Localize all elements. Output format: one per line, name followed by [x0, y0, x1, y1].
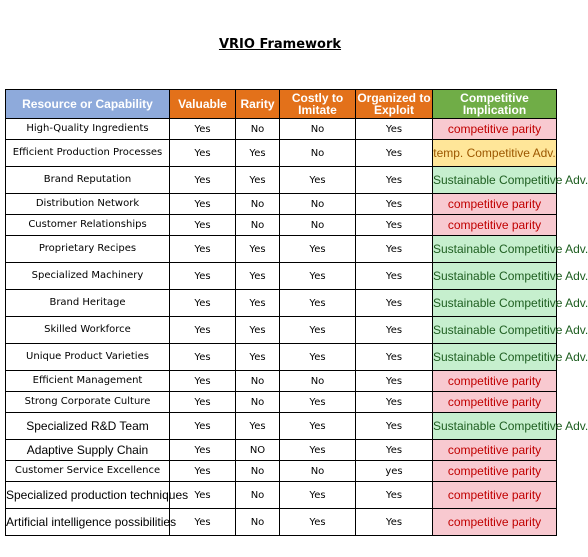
valuable-cell: Yes	[170, 263, 236, 290]
resource-cell: Distribution Network	[6, 194, 170, 215]
costly-cell: No	[280, 215, 356, 236]
resource-cell: Specialized Machinery	[6, 263, 170, 290]
rarity-cell: No	[236, 482, 280, 509]
implication-cell: competitive parity	[433, 461, 557, 482]
rarity-cell: No	[236, 194, 280, 215]
table-row	[6, 509, 557, 536]
costly-cell: No	[280, 194, 356, 215]
implication-cell: Sustainable Competitive Adv.	[433, 317, 557, 344]
costly-cell: No	[280, 119, 356, 140]
table-body	[6, 119, 588, 536]
valuable-cell: Yes	[170, 392, 236, 413]
implication-cell: competitive parity	[433, 119, 557, 140]
table-row	[6, 140, 557, 167]
costly-cell: Yes	[280, 392, 356, 413]
table-row	[6, 371, 557, 392]
implication-cell: Sustainable Competitive Adv.	[433, 263, 557, 290]
header-valuable: Valuable	[170, 90, 236, 119]
table-row	[6, 236, 557, 263]
resource-cell: Brand Heritage	[6, 290, 170, 317]
table-row	[6, 482, 557, 509]
resource-cell: Brand Reputation	[6, 167, 170, 194]
implication-cell: Sustainable Competitive Adv.	[433, 344, 557, 371]
resource-cell: Unique Product Varieties	[6, 344, 170, 371]
organized-cell: Yes	[356, 317, 433, 344]
rarity-cell: Yes	[236, 344, 280, 371]
resource-cell: Specialized production techniques	[6, 482, 170, 509]
organized-cell: Yes	[356, 392, 433, 413]
organized-cell: Yes	[356, 194, 433, 215]
costly-cell: Yes	[280, 290, 356, 317]
valuable-cell: Yes	[170, 482, 236, 509]
table-row	[6, 167, 557, 194]
organized-cell: Yes	[356, 344, 433, 371]
header-costly: Costly to Imitate	[280, 90, 356, 119]
implication-cell: Sustainable Competitive Adv.	[433, 167, 557, 194]
valuable-cell: Yes	[170, 215, 236, 236]
implication-cell: Sustainable Competitive Adv.	[433, 236, 557, 263]
table-row	[6, 215, 557, 236]
valuable-cell: Yes	[170, 413, 236, 440]
resource-cell: Artificial intelligence possibilities	[6, 509, 170, 536]
implication-cell: Sustainable Competitive Adv.	[433, 413, 557, 440]
header-resource: Resource or Capability	[6, 90, 170, 119]
organized-cell: Yes	[356, 263, 433, 290]
valuable-cell: Yes	[170, 236, 236, 263]
rarity-cell: NO	[236, 440, 280, 461]
organized-cell: Yes	[356, 215, 433, 236]
costly-cell: No	[280, 140, 356, 167]
resource-cell: Efficient Management	[6, 371, 170, 392]
resource-cell: Proprietary Recipes	[6, 236, 170, 263]
organized-cell: Yes	[356, 482, 433, 509]
valuable-cell: Yes	[170, 371, 236, 392]
costly-cell: Yes	[280, 413, 356, 440]
costly-cell: Yes	[280, 317, 356, 344]
table-row	[6, 392, 557, 413]
table-row	[6, 119, 557, 140]
table-row	[6, 317, 557, 344]
table-row	[6, 413, 557, 440]
organized-cell: yes	[356, 461, 433, 482]
implication-cell: competitive parity	[433, 482, 557, 509]
table-row	[6, 263, 557, 290]
implication-cell: competitive parity	[433, 194, 557, 215]
valuable-cell: Yes	[170, 344, 236, 371]
vrio-table	[5, 89, 588, 536]
rarity-cell: Yes	[236, 167, 280, 194]
rarity-cell: Yes	[236, 236, 280, 263]
table-row	[6, 344, 557, 371]
organized-cell: Yes	[356, 413, 433, 440]
table-row	[6, 440, 557, 461]
resource-cell: Skilled Workforce	[6, 317, 170, 344]
resource-cell: Customer Relationships	[6, 215, 170, 236]
table-row	[6, 290, 557, 317]
costly-cell: Yes	[280, 236, 356, 263]
rarity-cell: No	[236, 509, 280, 536]
costly-cell: Yes	[280, 344, 356, 371]
rarity-cell: Yes	[236, 140, 280, 167]
implication-cell: competitive parity	[433, 440, 557, 461]
valuable-cell: Yes	[170, 140, 236, 167]
organized-cell: Yes	[356, 236, 433, 263]
organized-cell: Yes	[356, 140, 433, 167]
organized-cell: Yes	[356, 371, 433, 392]
costly-cell: Yes	[280, 167, 356, 194]
costly-cell: Yes	[280, 482, 356, 509]
organized-cell: Yes	[356, 290, 433, 317]
header-rarity: Rarity	[236, 90, 280, 119]
resource-cell: Efficient Production Processes	[6, 140, 170, 167]
valuable-cell: Yes	[170, 440, 236, 461]
costly-cell: Yes	[280, 263, 356, 290]
resource-cell: Specialized R&D Team	[6, 413, 170, 440]
costly-cell: No	[280, 461, 356, 482]
implication-cell: competitive parity	[433, 509, 557, 536]
implication-cell: temp. Competitive Adv.	[433, 140, 557, 167]
table-header-row	[6, 90, 557, 119]
rarity-cell: No	[236, 371, 280, 392]
valuable-cell: Yes	[170, 194, 236, 215]
valuable-cell: Yes	[170, 119, 236, 140]
rarity-cell: Yes	[236, 290, 280, 317]
organized-cell: Yes	[356, 167, 433, 194]
rarity-cell: Yes	[236, 263, 280, 290]
header-implication: Competitive Implication	[433, 90, 557, 119]
rarity-cell: No	[236, 392, 280, 413]
valuable-cell: Yes	[170, 317, 236, 344]
rarity-cell: No	[236, 461, 280, 482]
implication-cell: competitive parity	[433, 215, 557, 236]
valuable-cell: Yes	[170, 167, 236, 194]
organized-cell: Yes	[356, 509, 433, 536]
valuable-cell: Yes	[170, 290, 236, 317]
resource-cell: Adaptive Supply Chain	[6, 440, 170, 461]
rarity-cell: Yes	[236, 317, 280, 344]
valuable-cell: Yes	[170, 461, 236, 482]
implication-cell: Sustainable Competitive Adv.	[433, 290, 557, 317]
resource-cell: Customer Service Excellence	[6, 461, 170, 482]
costly-cell: No	[280, 371, 356, 392]
organized-cell: Yes	[356, 440, 433, 461]
valuable-cell: Yes	[170, 509, 236, 536]
costly-cell: Yes	[280, 440, 356, 461]
rarity-cell: No	[236, 119, 280, 140]
table-row	[6, 194, 557, 215]
table-row	[6, 461, 557, 482]
rarity-cell: No	[236, 215, 280, 236]
page-title: VRIO Framework	[218, 37, 342, 52]
resource-cell: High-Quality Ingredients	[6, 119, 170, 140]
resource-cell: Strong Corporate Culture	[6, 392, 170, 413]
rarity-cell: Yes	[236, 413, 280, 440]
organized-cell: Yes	[356, 119, 433, 140]
implication-cell: competitive parity	[433, 371, 557, 392]
costly-cell: Yes	[280, 509, 356, 536]
implication-cell: competitive parity	[433, 392, 557, 413]
header-organized: Organized to Exploit	[357, 91, 431, 117]
